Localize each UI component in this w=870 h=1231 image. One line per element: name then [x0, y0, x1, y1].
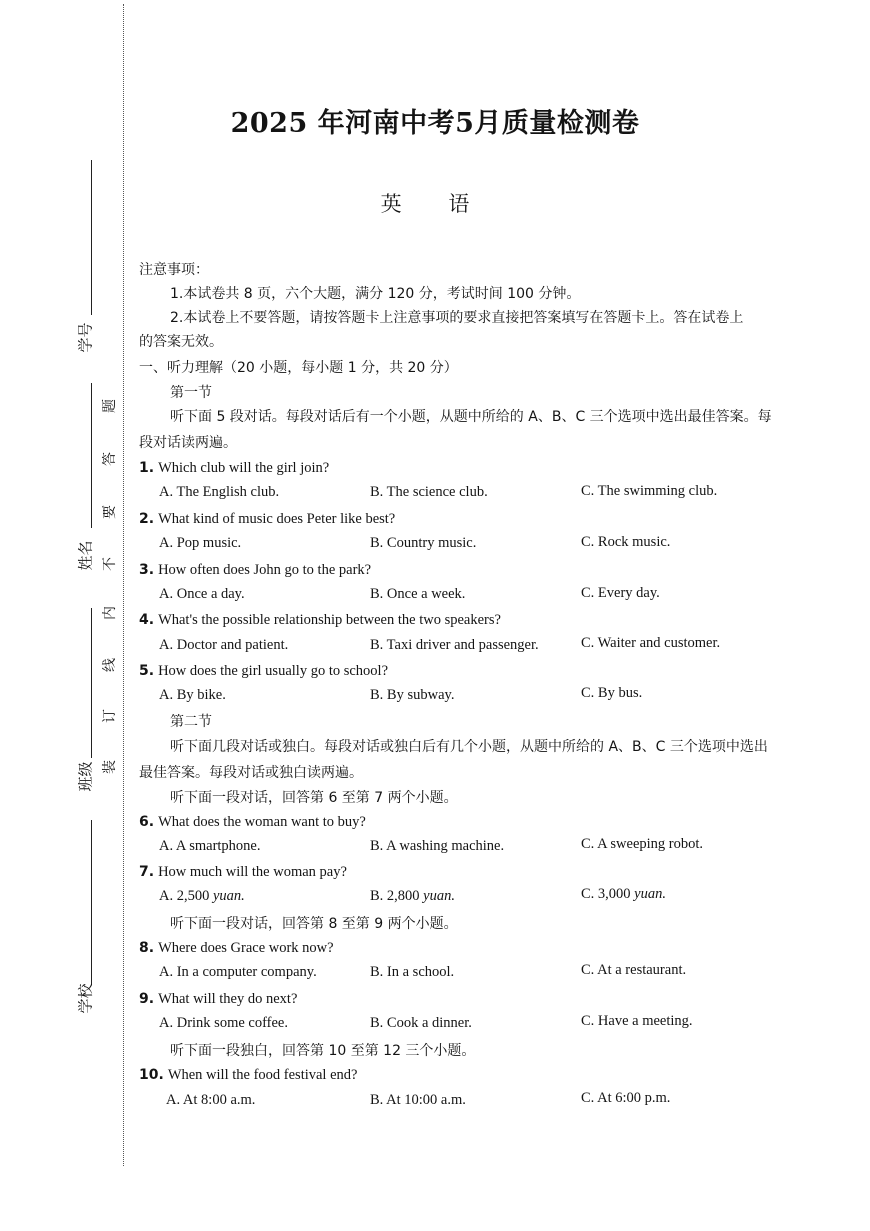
notes-heading: 注意事项： — [139, 262, 209, 278]
notes-item: 的答案无效。 — [139, 334, 223, 350]
binding-dotted-line — [123, 4, 124, 1166]
option-a-amount: A. 2,500 — [159, 888, 213, 904]
option-b: B. Once a week. — [370, 586, 466, 602]
option-c: C. A sweeping robot. — [581, 836, 704, 852]
question-text: What kind of music does Peter like best? — [158, 511, 396, 527]
option-b: B. Country music. — [370, 535, 477, 551]
question-text: How often does John go to the park? — [158, 562, 372, 578]
option-c: C. The swimming club. — [581, 483, 718, 499]
notes-item: 1.本试卷共 8 页，六个大题，满分 120 分，考试时间 100 分钟。 — [170, 286, 581, 302]
subject-title: 英 语 — [380, 192, 490, 216]
question-text: Which club will the girl join? — [158, 460, 330, 476]
question-text: How does the girl usually go to school? — [158, 663, 389, 679]
sub-instruction: 听下面一段独白，回答第 10 至第 12 三个小题。 — [170, 1043, 476, 1059]
option-b: B. By subway. — [370, 687, 455, 703]
name-label: 姓名 — [76, 540, 95, 571]
option-b: B. In a school. — [370, 964, 455, 980]
option-b: B. Cook a dinner. — [370, 1015, 472, 1031]
section-heading: 一、听力理解（20 小题，每小题 1 分，共 20 分） — [139, 360, 458, 376]
option-b: B. The science club. — [370, 484, 488, 500]
sub-instruction: 听下面一段对话，回答第 6 至第 7 两个小题。 — [170, 790, 458, 806]
question-5 — [139, 662, 388, 680]
option-c: C. Have a meeting. — [581, 1013, 693, 1029]
question-3 — [139, 561, 371, 579]
option-b — [370, 888, 455, 905]
question-number: 6. — [139, 814, 155, 830]
option-a: A. Doctor and patient. — [159, 637, 289, 653]
option-a: A. Once a day. — [159, 586, 245, 602]
name-line — [91, 383, 92, 528]
option-c: C. At a restaurant. — [581, 962, 687, 978]
margin-char: 要 — [102, 505, 118, 519]
part2-title: 第二节 — [170, 714, 212, 730]
class-label: 班级 — [76, 761, 95, 792]
option-a-unit: yuan. — [212, 888, 245, 904]
part1-instruction: 听下面 5 段对话。每段对话后有一个小题，从题中所给的 A、B、C 三个选项中选出最佳答案。每 — [170, 409, 772, 425]
question-1 — [139, 459, 329, 477]
exam-title: 2025 年河南中考5月质量检测卷 — [230, 108, 640, 139]
option-b: B. A washing machine. — [370, 838, 505, 854]
option-a: A. The English club. — [159, 484, 280, 500]
option-a — [159, 888, 245, 905]
school-line — [91, 820, 92, 985]
margin-char: 订 — [102, 709, 118, 723]
sub-instruction: 听下面一段对话，回答第 8 至第 9 两个小题。 — [170, 916, 458, 932]
question-4 — [139, 611, 501, 629]
question-10 — [139, 1066, 357, 1084]
question-2 — [139, 510, 395, 528]
margin-char: 装 — [102, 760, 118, 774]
option-a: A. In a computer company. — [159, 964, 317, 980]
option-a: A. A smartphone. — [159, 838, 261, 854]
question-text: Where does Grace work now? — [158, 940, 334, 956]
option-b: B. Taxi driver and passenger. — [370, 637, 539, 653]
option-c: C. Waiter and customer. — [581, 635, 721, 651]
question-number: 9. — [139, 991, 155, 1007]
margin-char: 不 — [102, 557, 118, 571]
option-a: A. By bike. — [159, 687, 226, 703]
option-c-amount: C. 3,000 — [581, 886, 635, 902]
option-a: A. Drink some coffee. — [159, 1015, 288, 1031]
margin-char: 内 — [102, 606, 118, 620]
question-number: 2. — [139, 511, 155, 527]
question-text: When will the food festival end? — [167, 1067, 358, 1083]
question-text: What will they do next? — [158, 991, 298, 1007]
question-text: How much will the woman pay? — [158, 864, 347, 880]
question-7 — [139, 863, 347, 881]
part1-title: 第一节 — [170, 385, 212, 401]
option-c: C. At 6:00 p.m. — [581, 1090, 671, 1106]
part2-instruction: 最佳答案。每段对话或独白读两遍。 — [139, 765, 363, 781]
question-number: 5. — [139, 663, 155, 679]
option-b: B. At 10:00 a.m. — [370, 1092, 466, 1108]
margin-char: 答 — [102, 452, 118, 466]
margin-char: 线 — [102, 658, 118, 672]
notes-item: 2.本试卷上不要答题，请按答题卡上注意事项的要求直接把答案填写在答题卡上。答在试卷上 — [170, 310, 744, 326]
option-c — [581, 886, 666, 903]
option-c: C. Rock music. — [581, 534, 671, 550]
question-8 — [139, 939, 334, 957]
question-number: 3. — [139, 562, 155, 578]
school-label: 学校 — [76, 983, 95, 1014]
option-a: A. At 8:00 a.m. — [166, 1092, 256, 1108]
option-a: A. Pop music. — [159, 535, 242, 551]
student-id-line — [91, 160, 92, 315]
question-number: 1. — [139, 460, 155, 476]
question-6 — [139, 813, 366, 831]
margin-char: 题 — [102, 399, 118, 413]
option-c: C. By bus. — [581, 685, 643, 701]
question-number: 7. — [139, 864, 155, 880]
part1-instruction: 段对话读两遍。 — [139, 435, 237, 451]
question-number: 8. — [139, 940, 155, 956]
option-c-unit: yuan. — [634, 886, 666, 902]
option-b-amount: B. 2,800 — [370, 888, 424, 904]
option-b-unit: yuan. — [423, 888, 455, 904]
part2-instruction: 听下面几段对话或独白。每段对话或独白后有几个小题，从题中所给的 A、B、C 三个选项中选出 — [170, 739, 768, 755]
class-line — [91, 608, 92, 758]
question-text: What does the woman want to buy? — [158, 814, 366, 830]
question-text: What's the possible relationship between the two speakers? — [158, 612, 501, 628]
question-9 — [139, 990, 297, 1008]
student-id-label: 学号 — [76, 322, 95, 353]
option-c: C. Every day. — [581, 585, 660, 601]
question-number: 4. — [139, 612, 155, 628]
question-number: 10. — [139, 1067, 164, 1083]
